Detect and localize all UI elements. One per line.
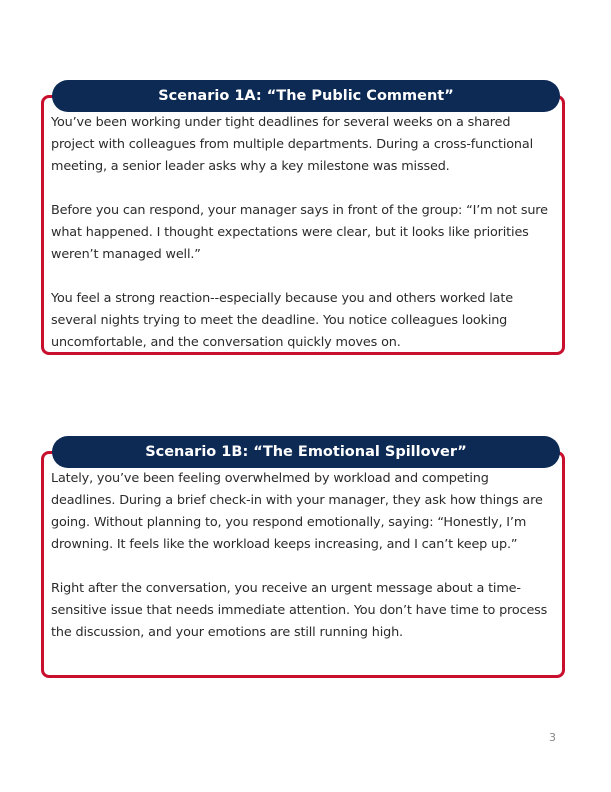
page-number: 3 xyxy=(549,731,556,744)
scenario-1a-paragraph-1: You’ve been working under tight deadlines for several weeks on a shared project with colleagues from multiple departments. During a cross-functional meeting, a senior leader asks why a key milestone was missed. xyxy=(51,115,533,174)
scenario-1a-paragraph-2: Before you can respond, your manager says in front of the group: “I’m not sure what happened. I thought expectations were clear, but it looks like priorities weren’t managed well.” xyxy=(51,203,548,262)
scenario-1a-paragraph-3: You feel a strong reaction--especially because you and others worked late several nights trying to meet the deadline. You notice colleagues looking uncomfortable, and the conversation quickly moves on. xyxy=(51,291,513,350)
scenario-1b-paragraph-1: Lately, you’ve been feeling overwhelmed by workload and competing deadlines. During a brief check-in with your manager, they ask how things are going. Without planning to, you respond emotionally, saying: “Honestly, I’m drowning. It feels like the workload keeps increasing, and I can’t keep up.” xyxy=(51,471,543,552)
scenario-1b-paragraph-2: Right after the conversation, you receive an urgent message about a time-sensitive issue that needs immediate attention. You don’t have time to process the discussion, and your emotions are still running high. xyxy=(51,581,548,640)
scenario-1b-box xyxy=(41,451,565,678)
scenario-1b-title: Scenario 1B: “The Emotional Spillover” xyxy=(52,436,560,468)
scenario-1a-box xyxy=(41,95,565,355)
scenario-1a-title: Scenario 1A: “The Public Comment” xyxy=(52,80,560,112)
